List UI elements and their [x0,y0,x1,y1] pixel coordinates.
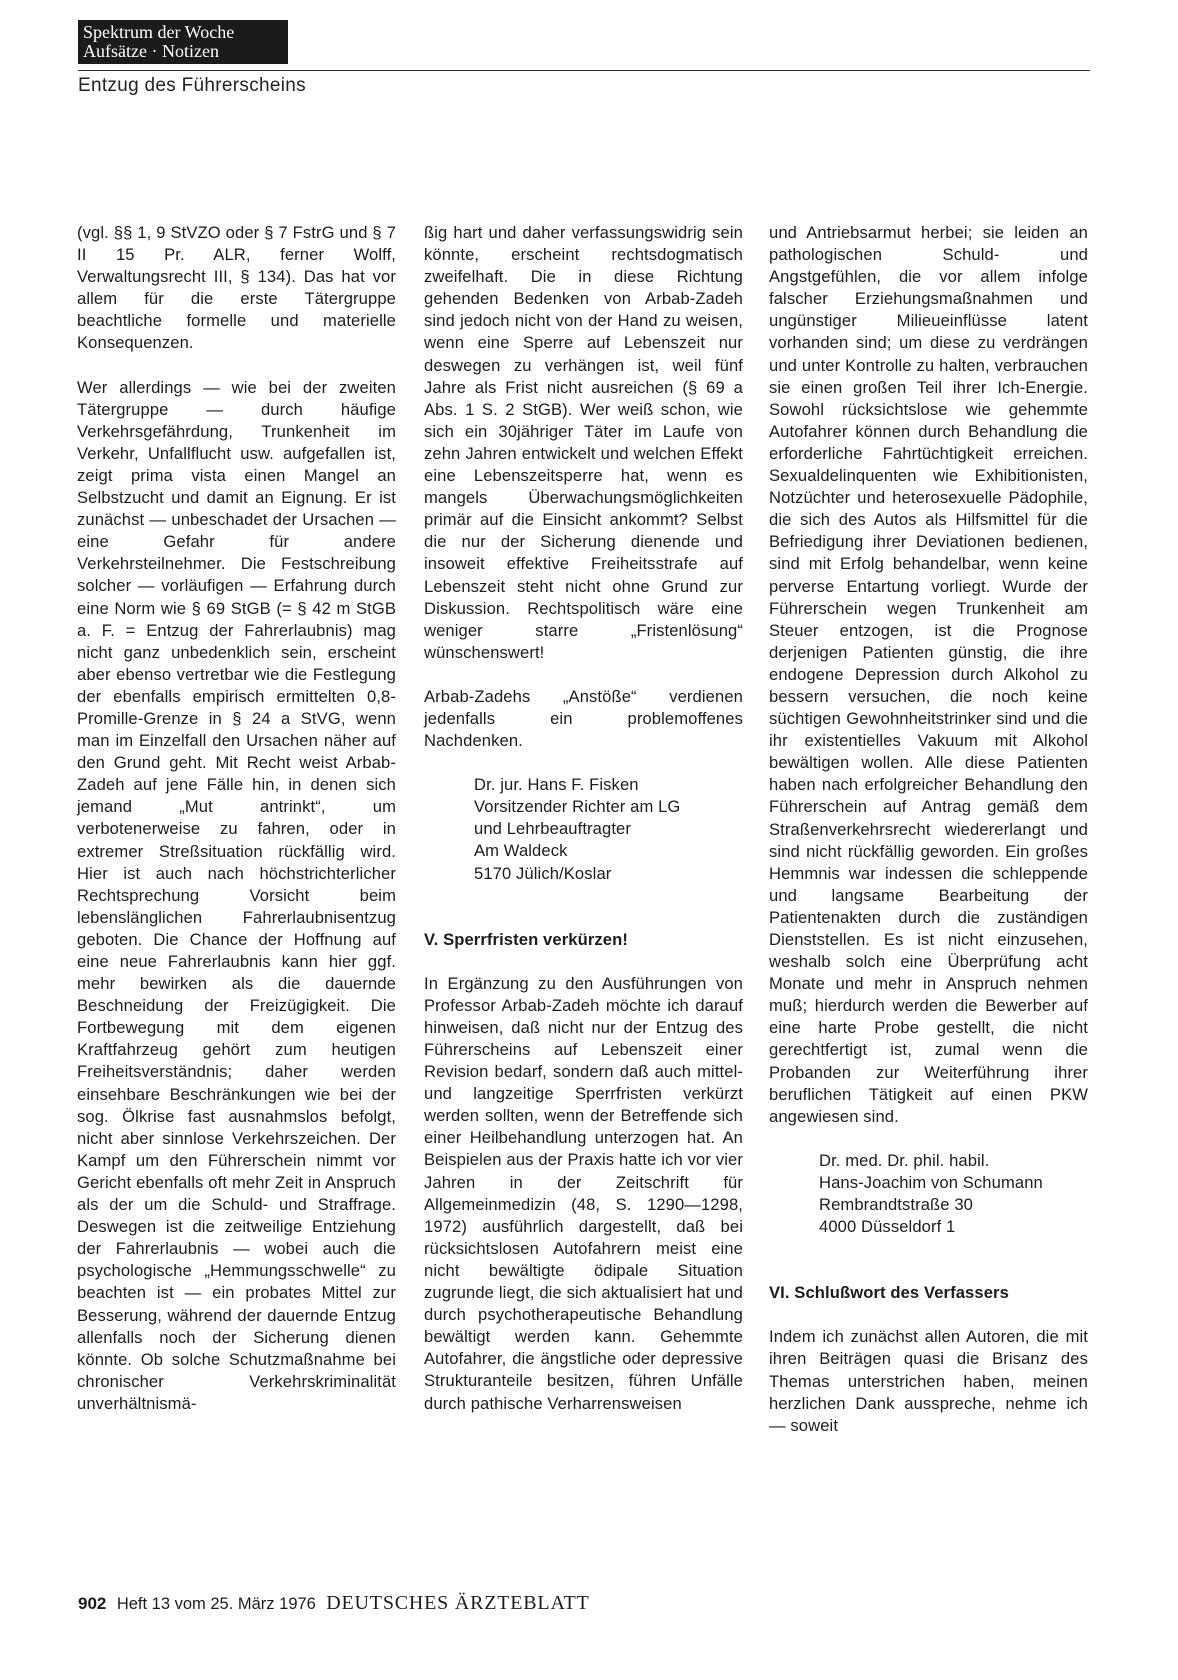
signature-line: 4000 Düsseldorf 1 [819,1217,956,1237]
issue-info: Heft 13 vom 25. März 1976 [116,1595,316,1613]
signature-line: Dr. jur. Hans F. Fisken [474,775,639,795]
rubric-line-2: Aufsätze · Notizen [83,41,219,61]
signature-line: Am Waldeck [474,841,568,861]
section-title: Entzug des Führerscheins [78,75,306,96]
rubric-line-1: Spektrum der Woche [83,22,235,42]
col1-paragraph-1: (vgl. §§ 1, 9 StVZO oder § 7 FstrG und § 7 II 15 Pr. ALR, ferner Wolff, Verwaltungsrecht III, § 134). Das hat vor allem für die erste Tätergruppe beachtliche formelle und materielle Konsequenzen. [77,223,396,353]
column-2 [424,222,743,1415]
col2-paragraph-2: Arbab-Zadehs „Anstöße“ verdienen jedenfalls ein problemoffenes Nachdenken. [424,686,743,751]
heading-section-v: V. Sperrfristen verkürzen! [424,929,628,949]
col1-paragraph-2: Wer allerdings — wie bei der zweiten Tätergruppe — durch häufige Verkehrsgefährdung, Trunkenheit im Verkehr, Unfallflucht usw. aufgefallen ist, zeigt prima vista einen Mangel an Selbstzucht und damit an Eignung. Er ist zunächst — unbeschadet der Ursachen — eine Gefahr für andere Verkehrsteilnehmer. Die Festschreibung solcher — vorläufigen — Erfahrung durch eine Norm wie § 69 StGB (= § 42 m StGB a. F. = Entzug der Fahrerlaubnis) mag nicht ganz unbedenklich sein, erscheint aber ebenso vertretbar wie die Festlegung der ebenfalls empirisch ermittelten 0,8-Promille-Grenze in § 24 a StVG, wenn man im Einzelfall den Ursachen näher auf den Grund geht. Mit Recht weist Arbab-Zadeh auf jene Fälle hin, in denen sich jemand „Mut antrinkt“, um verbotenerweise zu fahren, oder in extremer Streßsituation rückfällig wird. Hier ist auch nach höchstrichterlicher Rechtsprechung Vorsicht beim lebenslänglichen Fahrerlaubnisentzug geboten. Die Chance der Hoffnung auf eine neue Fahrerlaubnis kann hier ggf. mehr bewirken als die dauernde Beschneidung der Freizügigkeit. Die Fortbewegung mit dem eigenen Kraftfahrzeug gehört zum heutigen Freiheitsverständnis; daher werden einsehbare Beschränkungen wie bei der sog. Ölkrise fast ausnahmslos befolgt, nicht aber sinnlose Verkehrszeichen. Der Kampf um den Führerschein nimmt vor Gericht ebenfalls oft mehr Zeit in Anspruch als der um die Schuld- und Straffrage. Deswegen ist die zeitweilige Entziehung der Fahrerlaubnis — wobei auch die psychologische „Hemmungsschwelle“ zu beachten ist — ein probates Mittel zur Besserung, während der dauernde Entzug allenfalls noch der Sicherung dienen könnte. Ob solche Schutzmaßnahme bei chronischer Verkehrskriminalität unverhältnismä- [77,377,396,1413]
signature-line: Hans-Joachim von Schumann [819,1172,1043,1192]
journal-name: DEUTSCHES ÄRZTEBLATT [326,1592,590,1614]
column-3 [769,222,1088,1437]
signature-line: 5170 Jülich/Koslar [474,863,612,883]
col3-paragraph-1: und Antriebsarmut herbei; sie leiden an pathologischen Schuld- und Angstgefühlen, die vor allem infolge falscher Erziehungsmaßnahmen und ungünstiger Milieueinflüsse latent vorhanden sind; um diese zu verdrängen und unter Kontrolle zu halten, verbrauchen sie einen großen Teil ihrer Ich-Energie. Sowohl rücksichtslose wie gehemmte Autofahrer können durch Behandlung die erforderliche Fahrtüchtigkeit erreichen. Sexualdelinquenten wie Exhibitionisten, Notzüchter und heterosexuelle Pädophile, die sich des Autos als Hilfsmittel für die Befriedigung ihrer Deviationen bedienen, sind mit Erfolg behandelbar, wenn keine perverse Entartung vorliegt. Wurde der Führerschein wegen Trunkenheit am Steuer entzogen, ist die Prognose derjenigen Patienten günstig, die ihre endogene Depression durch Alkohol zu bessern versuchen, die noch keine süchtigen Gewohnheitstrinker sind und die ihr existentielles Vakuum mit Alkohol bewältigen wollen. Alle diese Patienten haben nach erfolgreicher Behandlung den Führerschein auf Antrag gemäß dem Straßenverkehrsrecht wiedererlangt und sind nicht rückfällig geworden. Ein großes Hemmnis war indessen die schleppende und langsame Bearbeitung der Patientenakten durch die zuständigen Dienststellen. Es ist nicht einzusehen, weshalb solch eine Überprüfung acht Monate und mehr in Anspruch nehmen muß; hierdurch werden die Bewerber auf eine harte Probe gestellt, die nicht gerechtfertigt ist, zumal wenn die Probanden zur Weiterführung ihrer beruflichen Tätigkeit auf einen PKW angewiesen sind. [769,223,1088,1126]
rubric-box [78,20,288,64]
signature-schumann [819,1150,1088,1238]
signature-line: Vorsitzender Richter am LG [474,797,681,817]
col2-paragraph-3: In Ergänzung zu den Ausführungen von Professor Arbab-Zadeh möchte ich darauf hinweisen, daß nicht nur der Entzug des Führerscheins auf Lebenszeit einer Revision bedarf, sondern daß auch mittel- und langzeitige Sperrfristen verkürzt werden sollten, wenn der Betreffende sich einer Heilbehandlung unterzogen hat. An Beispielen aus der Praxis hatte ich vor vier Jahren in der Zeitschrift für Allgemeinmedizin (48, S. 1290—1298, 1972) ausführlich dargestellt, daß bei rücksichtslosen Autofahrern meist eine nicht bewältigte ödipale Situation zugrunde liegt, die sich aktualisiert hat und durch psychotherapeutische Behandlung bewältigt werden kann. Gehemmte Autofahrer, die ängstliche oder depressive Strukturanteile besitzen, führen Unfälle durch pathische Verharrensweisen [424,973,743,1413]
page-footer [78,1592,590,1615]
signature-line: und Lehrbeauftragter [474,819,631,839]
signature-line: Dr. med. Dr. phil. habil. [819,1150,990,1170]
column-1 [77,222,396,1415]
header-rule [78,70,1090,71]
col3-paragraph-2: Indem ich zunächst allen Autoren, die mit ihren Beiträgen quasi die Brisanz des Themas unterstrichen haben, meinen herzlichen Dank ausspreche, nehme ich — soweit [769,1327,1088,1435]
signature-fisken [474,774,743,884]
heading-section-vi: VI. Schlußwort des Verfassers [769,1283,1009,1303]
page-number: 902 [78,1594,107,1613]
signature-line: Rembrandtstraße 30 [819,1195,973,1215]
col2-paragraph-1: ßig hart und daher verfassungswidrig sein könnte, erscheint rechtsdogmatisch zweifelhaft. Die in diese Richtung gehenden Bedenken von Arbab-Zadeh sind jedoch nicht von der Hand zu weisen, wenn eine Sperre auf Lebenszeit nur deswegen zu verhängen ist, weil fünf Jahre als Frist nicht ausreichen (§ 69 a Abs. 1 S. 2 StGB). Wer weiß schon, wie sich ein 30jähriger Täter im Laufe von zehn Jahren entwickelt und welchen Effekt eine Lebenszeitsperre hat, wenn es mangels Überwachungsmöglichkeiten primär auf die Einsicht ankommt? Selbst die nur der Sicherung dienende und insoweit effektive Freiheitsstrafe auf Lebenszeit steht nicht ohne Grund zur Diskussion. Rechtspolitisch wäre eine weniger starre „Fristenlösung“ wünschenswert! [424,223,743,662]
